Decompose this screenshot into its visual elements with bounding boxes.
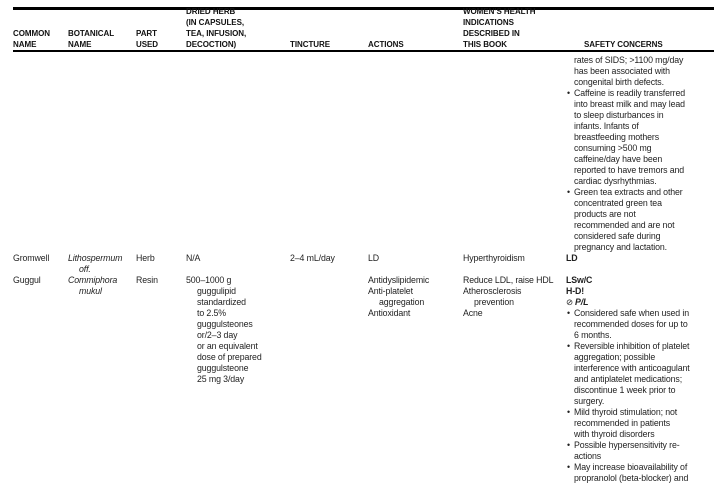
- text-line: breastfeeding mothers: [574, 132, 660, 142]
- text-line: considered safe during: [574, 231, 661, 241]
- column-header-line: SAFETY CONCERNS: [584, 40, 663, 49]
- cell-dried-herb: [186, 253, 286, 264]
- cell-safety-concerns: [566, 55, 714, 253]
- column-header-line: USED: [136, 40, 159, 49]
- safety-bullet-item: [566, 187, 714, 253]
- text-line: reported to have tremors and: [574, 165, 685, 175]
- text-line: dose of prepared: [197, 352, 262, 362]
- safety-code: P/L: [575, 297, 589, 307]
- column-header-dried: [186, 6, 286, 50]
- text-line: mukul: [79, 286, 102, 296]
- text-line: discontinue 1 week prior to: [574, 385, 676, 395]
- column-header-line: COMMON: [13, 29, 51, 38]
- safety-continued-text: [566, 77, 714, 88]
- cell-botanical-name: [68, 253, 132, 275]
- text-line: actions: [574, 451, 602, 461]
- text-line: to 2.5%: [197, 308, 226, 318]
- text-line: • Mild thyroid stimulation; not: [574, 407, 678, 417]
- text-line: recommended and are not: [574, 220, 675, 230]
- safety-bullet-item: [566, 407, 714, 440]
- text-line: consuming >500 mg: [574, 143, 652, 153]
- text-line: 500–1000 g: [186, 275, 232, 285]
- text-line: prevention: [474, 297, 514, 307]
- text-line: Commiphora: [68, 275, 118, 285]
- cell-indications: [463, 275, 563, 319]
- cell-tincture: [290, 253, 364, 264]
- header-divider-rule: [13, 50, 714, 52]
- column-header-line: PART: [136, 29, 157, 38]
- column-header-line: WOMEN’S HEALTH: [463, 7, 536, 16]
- column-header-line: (IN CAPSULES,: [186, 18, 245, 27]
- column-header-line: BOTANICAL: [68, 29, 115, 38]
- text-line: concentrated green tea: [574, 198, 662, 208]
- text-line: Gromwell: [13, 253, 50, 263]
- text-line: with thyroid disorders: [574, 429, 655, 439]
- text-line: guggulsteones: [197, 319, 253, 329]
- text-line: and antiplatelet medications;: [574, 374, 683, 384]
- text-line: standardized: [197, 297, 246, 307]
- cell-part-used: [136, 275, 182, 286]
- text-line: interference with anticoagulant: [574, 363, 690, 373]
- text-line: 6 months.: [574, 330, 612, 340]
- text-line: cardiac dysrhythmias.: [574, 176, 657, 186]
- safety-code: LSw/C: [566, 275, 593, 285]
- text-line: N/A: [186, 253, 201, 263]
- text-line: aggregation; possible: [574, 352, 656, 362]
- text-line: into breast milk and may lead: [574, 99, 685, 109]
- column-header-line: DECOCTION): [186, 40, 237, 49]
- text-line: propranolol (beta-blocker) and: [574, 473, 689, 483]
- column-header-line: DESCRIBED IN: [463, 29, 520, 38]
- text-line: Resin: [136, 275, 158, 285]
- text-line: • May increase bioavailability of: [574, 462, 688, 472]
- text-line: surgery.: [574, 396, 605, 406]
- column-header-indications: [463, 6, 563, 50]
- text-line: LD: [368, 253, 380, 263]
- cell-actions: [368, 275, 460, 319]
- text-line: guggulsteone: [197, 363, 249, 373]
- text-line: Antidyslipidemic: [368, 275, 430, 285]
- text-line: congenital birth defects.: [574, 77, 664, 87]
- cell-indications: [463, 253, 563, 264]
- text-line: Herb: [136, 253, 155, 263]
- safety-bullet-item: [566, 88, 714, 187]
- column-header-line: THIS BOOK: [463, 40, 507, 49]
- safety-bullet-item: [566, 440, 714, 462]
- cell-safety-concerns: [566, 275, 714, 483]
- text-line: Reduce LDL, raise HDL: [463, 275, 554, 285]
- text-line: Antioxidant: [368, 308, 411, 318]
- text-line: • Reversible inhibition of platelet: [574, 341, 690, 351]
- cell-safety-concerns: [566, 253, 714, 264]
- column-header-part: [136, 28, 182, 50]
- column-header-line: INDICATIONS: [463, 18, 514, 27]
- column-header-common: [13, 28, 65, 50]
- text-line: • Caffeine is readily transferred: [574, 88, 686, 98]
- text-line: infants. Infants of: [574, 121, 639, 131]
- text-line: pregnancy and lactation.: [574, 242, 667, 252]
- column-header-safety: [584, 39, 714, 50]
- text-line: or/2–3 day: [197, 330, 238, 340]
- column-header-tincture: [290, 39, 364, 50]
- text-line: Guggul: [13, 275, 41, 285]
- text-line: Anti-platelet: [368, 286, 413, 296]
- cell-common-name: [13, 253, 65, 264]
- text-line: Acne: [463, 308, 483, 318]
- text-line: or an equivalent: [197, 341, 258, 351]
- safety-continued-text: [566, 55, 714, 66]
- text-line: Hyperthyroidism: [463, 253, 525, 263]
- text-line: recommended doses for up to: [574, 319, 688, 329]
- safety-continued-text: [566, 66, 714, 77]
- safety-code: LD: [566, 253, 578, 263]
- text-line: aggregation: [379, 297, 425, 307]
- text-line: • Green tea extracts and other: [574, 187, 683, 197]
- text-line: • Considered safe when used in: [574, 308, 689, 318]
- text-line: guggulipid: [197, 286, 236, 296]
- column-header-line: NAME: [68, 40, 92, 49]
- safety-bullet-item: [566, 341, 714, 407]
- text-line: caffeine/day have been: [574, 154, 663, 164]
- text-line: Atherosclerosis: [463, 286, 522, 296]
- text-line: Lithospermum: [68, 253, 123, 263]
- cell-botanical-name: [68, 275, 132, 297]
- text-line: has been associated with: [574, 66, 670, 76]
- column-header-line: TEA, INFUSION,: [186, 29, 247, 38]
- cell-common-name: [13, 275, 65, 286]
- text-line: 2–4 mL/day: [290, 253, 335, 263]
- cell-part-used: [136, 253, 182, 264]
- text-line: products are not: [574, 209, 636, 219]
- text-line: off.: [79, 264, 91, 274]
- safety-bullet-item: [566, 462, 714, 483]
- text-line: rates of SIDS; >1100 mg/day: [574, 55, 684, 65]
- column-header-line: DRIED HERB: [186, 7, 236, 16]
- text-line: • Possible hypersensitivity re-: [574, 440, 680, 450]
- safety-code: H-D!: [566, 286, 585, 296]
- column-header-line: NAME: [13, 40, 37, 49]
- text-line: recommended in patients: [574, 418, 671, 428]
- column-header-line: TINCTURE: [290, 40, 331, 49]
- text-line: to sleep disturbances in: [574, 110, 664, 120]
- column-header-line: ACTIONS: [368, 40, 404, 49]
- no-symbol-icon: ⊘: [566, 297, 574, 307]
- column-header-botanical: [68, 28, 132, 50]
- safety-code-prohibited: [566, 297, 714, 308]
- column-header-actions: [368, 39, 460, 50]
- cell-actions: [368, 253, 460, 264]
- cell-dried-herb: [186, 275, 286, 385]
- safety-bullet-item: [566, 308, 714, 341]
- table-top-rule: [13, 7, 714, 10]
- text-line: 25 mg 3/day: [197, 374, 245, 384]
